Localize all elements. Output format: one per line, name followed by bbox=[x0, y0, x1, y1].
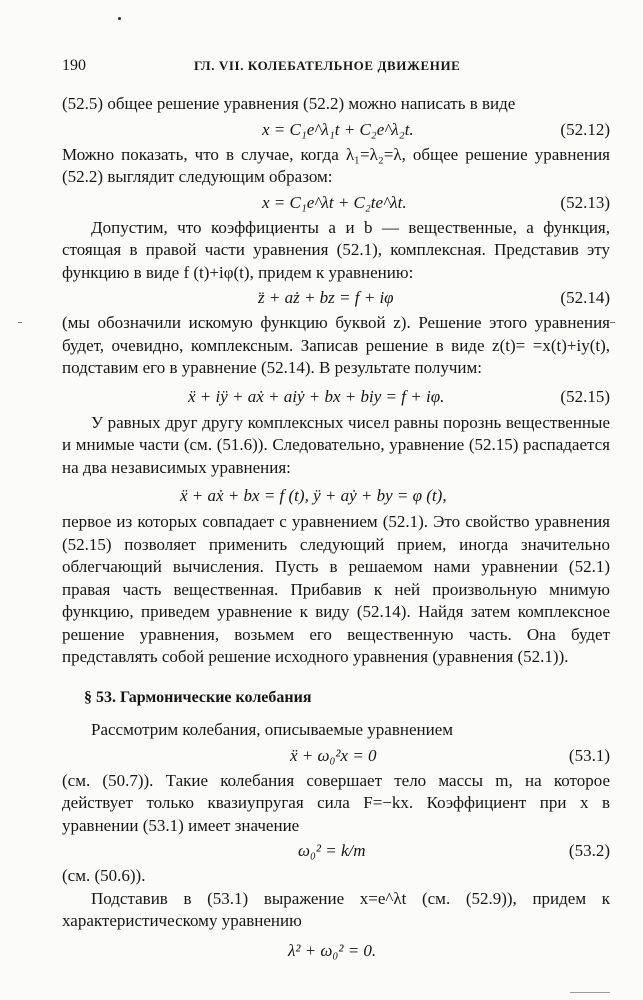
equation-formula: ω₀² = k/m bbox=[298, 841, 366, 860]
paragraph: У равных друг другу комплексных чисел равны порознь вещественные и мнимые части (см. (51.6)). Следовательно, уравнение (52.15) распадается на два независимых уравнения: bbox=[62, 412, 610, 477]
equation-formula: z̈ + aż + bz = f + iφ bbox=[258, 288, 394, 307]
equation-number: (53.2) bbox=[568, 841, 610, 860]
equation-formula: λ² + ω₀² = 0. bbox=[288, 940, 377, 960]
running-header bbox=[62, 57, 610, 77]
equation-53-1 bbox=[62, 743, 610, 769]
margin-tick bbox=[610, 322, 615, 323]
equation-52-14 bbox=[62, 285, 610, 311]
page-number: 190 bbox=[62, 57, 86, 74]
equation-number: (52.15) bbox=[560, 386, 610, 406]
page-body bbox=[62, 93, 610, 965]
speck-mark bbox=[118, 17, 121, 20]
paragraph: (мы обозначили искомую функцию буквой z). Решение этого уравнения будет, очевидно, комплексным. Записав решение в виде z(t)= =x(t)+iy(t), подставим его в уравнение (52.14). В результате получим: bbox=[62, 313, 610, 377]
characteristic-equation bbox=[62, 934, 610, 964]
paragraph: (см. (50.7)). Такие колебания совершает тело массы m, на которое действует только квазиупругая сила F=−kx. Коэффициент при x в уравнении (53.1) имеет значение bbox=[62, 770, 610, 835]
equation-52-13 bbox=[62, 190, 610, 216]
equation-52-15 bbox=[62, 381, 610, 411]
equation-formula: ẍ + aẋ + bx = f (t), ÿ + aẏ + by = φ (t), bbox=[180, 486, 447, 505]
equation-number: (52.12) bbox=[560, 119, 610, 139]
bottom-rule bbox=[570, 992, 610, 993]
equation-52-12 bbox=[62, 117, 610, 143]
equation-formula: ẍ + iÿ + aẋ + aiẏ + bx + biy = f + iφ. bbox=[188, 386, 445, 406]
paragraph: Подставив в (53.1) выражение x=e^λt (см. (52.9)), придем к характеристическому уравнению bbox=[62, 888, 610, 930]
equation-formula: ẍ + ω₀²x = 0 bbox=[290, 745, 377, 765]
equation-pair bbox=[62, 480, 610, 510]
paragraph: первое из которых совпадает с уравнением (52.1). Это свойство уравнения (52.15) позволяет применить следующий прием, иногда значительно облегчающий вычисления. Пусть в решаемом нами уравнении (52.1) правая часть вещественная. Прибавив к ней произвольную мнимую функцию, приведем уравнение к виду (52.14). Найдя затем комплексное решение уравнения, возьмем его вещественную часть. Она будет представлять собой решение исходного уравнения (уравнения (52.1)). bbox=[62, 512, 610, 666]
paragraph: (см. (50.6)). bbox=[62, 866, 146, 885]
paragraph: (52.5) общее решение уравнения (52.2) можно написать в виде bbox=[62, 94, 516, 113]
equation-number: (52.14) bbox=[560, 288, 610, 307]
equation-number: (53.1) bbox=[568, 745, 610, 765]
equation-53-2 bbox=[62, 838, 610, 864]
section-heading: § 53. Гармонические колебания bbox=[84, 688, 312, 706]
equation-formula: x = C₁e^λ₁t + C₂e^λ₂t. bbox=[262, 119, 414, 139]
paragraph: Рассмотрим колебания, описываемые уравнением bbox=[91, 720, 454, 739]
equation-number: (52.13) bbox=[560, 192, 610, 212]
paragraph: Можно показать, что в случае, когда λ₁=λ₂=λ, общее решение уравнения (52.2) выглядит следующим образом: bbox=[62, 144, 610, 186]
margin-tick bbox=[18, 322, 22, 323]
equation-formula: x = C₁e^λt + C₂te^λt. bbox=[262, 192, 407, 212]
chapter-title: ГЛ. VII. КОЛЕБАТЕЛЬНОЕ ДВИЖЕНИЕ bbox=[194, 58, 461, 73]
paragraph: Допустим, что коэффициенты a и b — вещественные, а функция, стоящая в правой части уравнения (52.1), комплексная. Представив эту функцию в виде f (t)+iφ(t), придем к уравнению: bbox=[62, 217, 610, 282]
